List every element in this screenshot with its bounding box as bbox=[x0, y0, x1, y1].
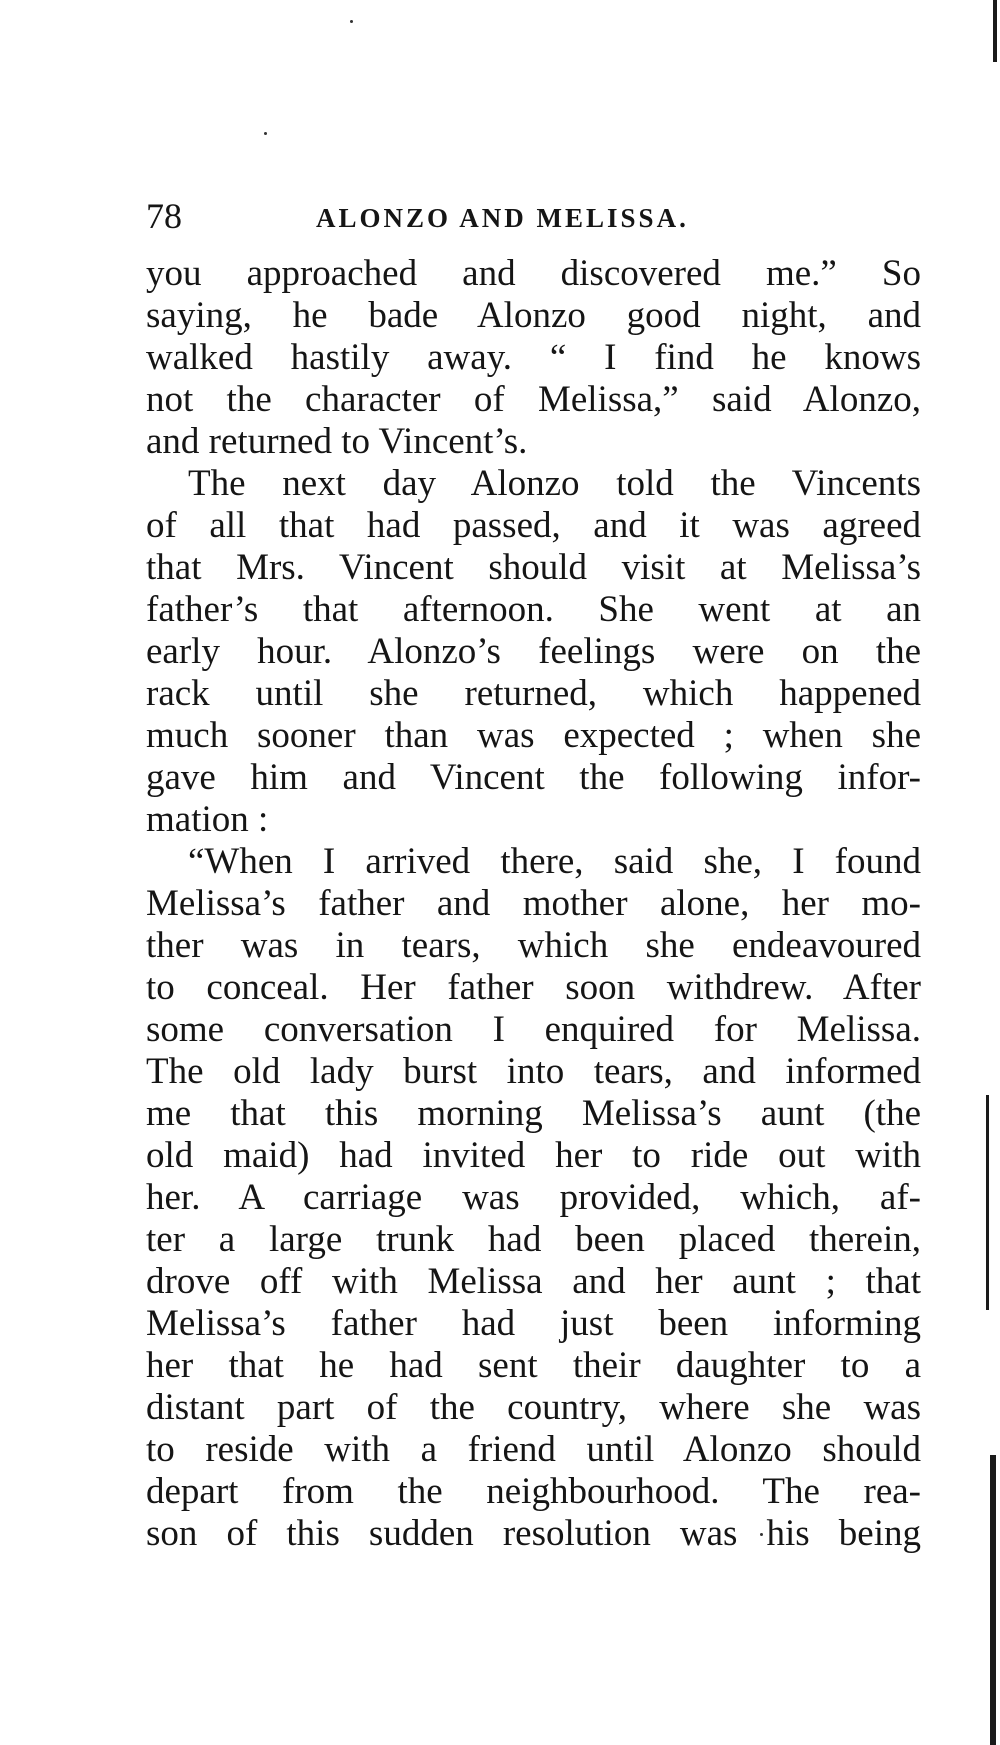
page-header bbox=[146, 196, 916, 246]
text-line: to conceal. Her father soon withdrew. After bbox=[146, 967, 921, 1008]
text-line: Melissa’s father and mother alone, her mo- bbox=[146, 883, 921, 924]
text-line: gave him and Vincent the following infor- bbox=[146, 757, 921, 798]
text-line: and returned to Vincent’s. bbox=[146, 421, 528, 462]
scan-speck bbox=[264, 132, 267, 135]
paragraph bbox=[146, 463, 921, 841]
text-line: you approached and discovered me.” So bbox=[146, 253, 921, 294]
page-number: 78 bbox=[146, 196, 182, 236]
text-line: to reside with a friend until Alonzo should bbox=[146, 1429, 921, 1470]
text-line: walked hastily away. “ I find he knows bbox=[146, 337, 921, 378]
text-line: saying, he bade Alonzo good night, and bbox=[146, 295, 921, 336]
scan-edge-mark-top bbox=[993, 0, 997, 62]
text-line: of all that had passed, and it was agreed bbox=[146, 505, 921, 546]
body-text bbox=[146, 253, 921, 1555]
text-line: me that this morning Melissa’s aunt (the bbox=[146, 1093, 921, 1134]
running-head: ALONZO AND MELISSA. bbox=[316, 203, 689, 233]
text-line: Melissa’s father had just been informing bbox=[146, 1303, 921, 1344]
paragraph bbox=[146, 253, 921, 463]
text-line: ther was in tears, which she endeavoured bbox=[146, 925, 921, 966]
scan-speck bbox=[350, 20, 353, 23]
text-line: mation : bbox=[146, 799, 269, 840]
text-line: son of this sudden resolution was his being bbox=[146, 1513, 921, 1554]
text-line: distant part of the country, where she was bbox=[146, 1387, 921, 1428]
scan-edge-mark-middle bbox=[986, 1095, 989, 1310]
text-line: depart from the neighbourhood. The rea- bbox=[146, 1471, 921, 1512]
text-line: not the character of Melissa,” said Alonzo, bbox=[146, 379, 921, 420]
text-line: “When I arrived there, said she, I found bbox=[188, 841, 921, 882]
paragraph bbox=[146, 841, 921, 1555]
text-line: some conversation I enquired for Melissa. bbox=[146, 1009, 921, 1050]
text-line: old maid) had invited her to ride out with bbox=[146, 1135, 921, 1176]
text-line: drove off with Melissa and her aunt ; that bbox=[146, 1261, 921, 1302]
text-line: that Mrs. Vincent should visit at Melissa’s bbox=[146, 547, 921, 588]
text-line: early hour. Alonzo’s feelings were on the bbox=[146, 631, 921, 672]
text-line: her that he had sent their daughter to a bbox=[146, 1345, 921, 1386]
text-line: rack until she returned, which happened bbox=[146, 673, 921, 714]
scan-edge-mark-bottom bbox=[990, 1455, 996, 1745]
text-line: The old lady burst into tears, and informed bbox=[146, 1051, 921, 1092]
text-line: ter a large trunk had been placed therein, bbox=[146, 1219, 921, 1260]
text-line: her. A carriage was provided, which, af- bbox=[146, 1177, 921, 1218]
text-line: The next day Alonzo told the Vincents bbox=[188, 463, 921, 504]
text-line: father’s that afternoon. She went at an bbox=[146, 589, 921, 630]
text-line: much sooner than was expected ; when she bbox=[146, 715, 921, 756]
